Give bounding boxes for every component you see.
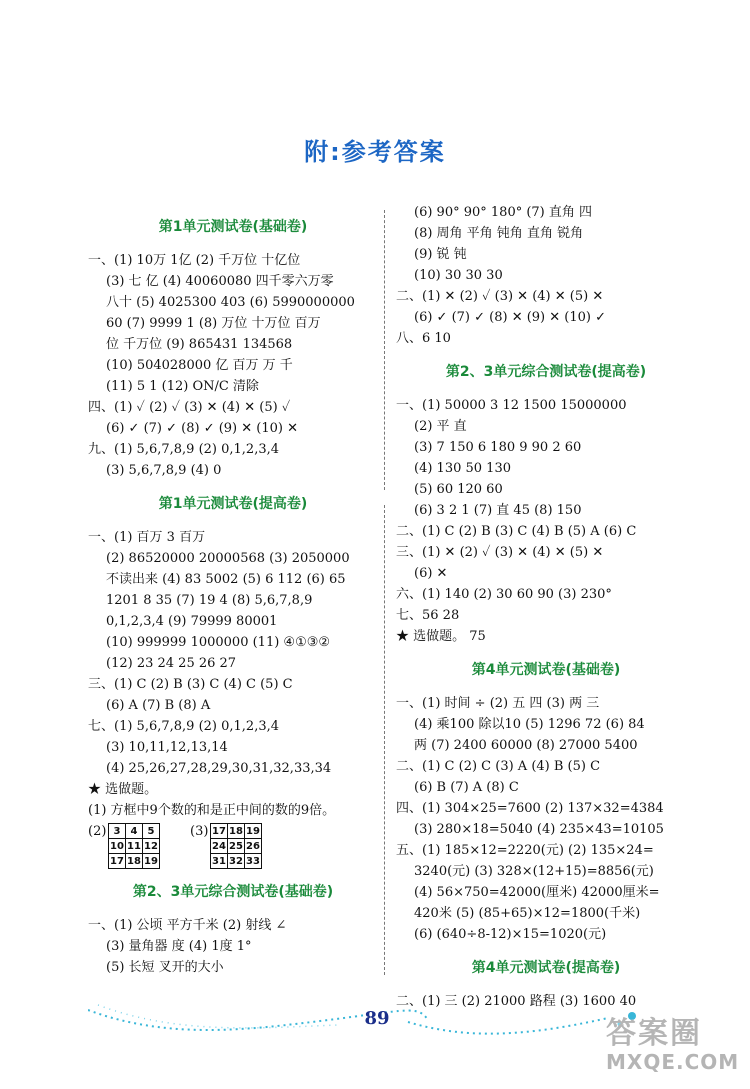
answer-line: (3) 七 亿 (4) 40060080 四千零六万零 — [106, 274, 334, 289]
answer-line: (8) 周角 平角 钝角 直角 锐角 — [414, 226, 584, 241]
watermark-url-text: MXQE.COM — [606, 1050, 740, 1074]
answer-line: 七、56 28 — [396, 608, 460, 623]
answer-line: 1201 8 35 (7) 19 4 (8) 5,6,7,8,9 — [106, 593, 313, 608]
grid-cell: 18 — [229, 825, 243, 837]
answer-line: (4) 乘100 除以10 (5) 1296 72 (6) 84 — [414, 717, 645, 732]
grid-cell: 32 — [229, 855, 243, 867]
grid-cell: 17 — [110, 855, 124, 867]
answer-line: 五、(1) 185×12=2220(元) (2) 135×24= — [396, 843, 654, 858]
answer-line: (6) ✓ (7) ✓ (8) ✓ (9) ✕ (10) ✕ — [106, 421, 298, 436]
answer-line: (6) 90° 90° 180° (7) 直角 四 — [414, 205, 593, 220]
answer-line: (3) 5,6,7,8,9 (4) 0 — [106, 463, 222, 478]
grid-label: (3) — [190, 824, 209, 839]
grid-cell: 18 — [127, 855, 141, 867]
grid-cell: 33 — [246, 855, 260, 867]
answer-line: 420米 (5) (85+65)×12=1800(千米) — [414, 906, 641, 921]
answer-line: (5) 长短 叉开的大小 — [106, 960, 224, 975]
section-title: 第2、3单元综合测试卷(提高卷) — [445, 364, 647, 380]
grid-cell: 24 — [212, 840, 226, 852]
answer-line: (10) 504028000 亿 百万 万 千 — [106, 358, 293, 373]
answer-line: (4) 56×750=42000(厘米) 42000厘米= — [414, 885, 660, 900]
answer-line: 三、(1) ✕ (2) ✓ (3) ✕ (4) ✕ (5) ✕ — [396, 545, 604, 560]
number-grids — [88, 823, 378, 883]
answer-line: 四、(1) ✓ (2) ✓ (3) ✕ (4) ✕ (5) ✓ — [88, 400, 291, 415]
answer-line: (3) 7 150 6 180 9 90 2 60 — [414, 440, 582, 455]
answer-line: (10) 999999 1000000 (11) ④①③② — [106, 635, 331, 650]
answer-line: 3240(元) (3) 328×(12+15)=8856(元) — [414, 864, 654, 879]
section-title: 第1单元测试卷(基础卷) — [158, 219, 308, 235]
grid-cell: 5 — [143, 824, 160, 839]
answer-line: (6) (640÷8-12)×15=1020(元) — [414, 927, 607, 942]
page-number: 89 — [364, 1008, 390, 1029]
answer-line: (3) 量角器 度 (4) 1度 1° — [106, 939, 252, 954]
answer-line: 八、6 10 — [396, 331, 451, 346]
answer-line: 一、(1) 50000 3 12 1500 15000000 — [396, 398, 627, 413]
section-title: 第2、3单元综合测试卷(基础卷) — [132, 884, 334, 900]
watermark — [606, 1008, 739, 1074]
answer-line: (6) ✕ — [414, 566, 448, 581]
answer-line: 两 (7) 2400 60000 (8) 27000 5400 — [414, 738, 638, 753]
answer-line: 八十 (5) 4025300 403 (6) 5990000000 — [106, 295, 355, 310]
grid-cell: 19 — [144, 855, 158, 867]
answer-line: 二、(1) C (2) C (3) A (4) B (5) C — [396, 759, 601, 774]
left-column — [88, 218, 378, 978]
answer-line: 二、(1) 三 (2) 21000 路程 (3) 1600 40 — [396, 994, 637, 1009]
answer-line: 六、(1) 140 (2) 30 60 90 (3) 230° — [396, 587, 612, 602]
answer-line: (6) A (7) B (8) A — [106, 698, 211, 713]
answer-line: 九、(1) 5,6,7,8,9 (2) 0,1,2,3,4 — [88, 442, 279, 457]
answer-line: 0,1,2,3,4 (9) 79999 80001 — [106, 614, 278, 629]
section-title: 第4单元测试卷(基础卷) — [471, 662, 621, 678]
grid-cell: 3 — [109, 824, 126, 839]
answer-line: 60 (7) 9999 1 (8) 万位 十万位 百万 — [106, 316, 321, 331]
section-title: 第1单元测试卷(提高卷) — [158, 496, 308, 512]
grid-cell: 12 — [144, 840, 158, 852]
answer-line: (9) 锐 钝 — [414, 247, 467, 262]
right-column — [396, 202, 696, 1012]
grid-cell: 4 — [126, 824, 143, 839]
answer-line: (3) 280×18=5040 (4) 235×43=10105 — [414, 822, 664, 837]
answer-line: (12) 23 24 25 26 27 — [106, 656, 237, 671]
grid-cell: 25 — [229, 840, 243, 852]
grid-label: (2) — [88, 824, 107, 839]
answer-line: 七、(1) 5,6,7,8,9 (2) 0,1,2,3,4 — [88, 719, 279, 734]
answer-line: (4) 25,26,27,28,29,30,31,32,33,34 — [106, 761, 332, 776]
answer-line: 一、(1) 10万 1亿 (2) 千万位 十亿位 — [88, 253, 301, 268]
answer-line: 二、(1) ✕ (2) ✓ (3) ✕ (4) ✕ (5) ✕ — [396, 289, 604, 304]
grid-cell: 10 — [110, 840, 124, 852]
answer-line: 二、(1) C (2) B (3) C (4) B (5) A (6) C — [396, 524, 637, 539]
answer-line: (1) 方框中9个数的和是正中间的数的9倍。 — [88, 803, 336, 818]
grid-cell: 11 — [127, 840, 141, 852]
answer-line: 一、(1) 百万 3 百万 — [88, 530, 206, 545]
answer-line: (11) 5 1 (12) ON/C 清除 — [106, 379, 259, 394]
answer-line: (6) ✓ (7) ✓ (8) ✕ (9) ✕ (10) ✓ — [414, 310, 606, 325]
grid-cell: 26 — [246, 840, 260, 852]
answer-line: 位 千万位 (9) 865431 134568 — [106, 337, 293, 352]
answer-line: (4) 130 50 130 — [414, 461, 511, 476]
answer-line: 一、(1) 时间 ÷ (2) 五 四 (3) 两 三 — [396, 696, 600, 711]
answer-line: (5) 60 120 60 — [414, 482, 503, 497]
answer-line: (6) B (7) A (8) C — [414, 780, 519, 795]
answer-line: (3) 10,11,12,13,14 — [106, 740, 228, 755]
answer-line: 不读出来 (4) 83 5002 (5) 6 112 (6) 65 — [106, 572, 346, 587]
column-divider — [384, 210, 385, 490]
answer-line: 三、(1) C (2) B (3) C (4) C (5) C — [88, 677, 293, 692]
answer-line: (2) 平 直 — [414, 419, 467, 434]
number-grid-a — [108, 823, 160, 869]
answer-line: ★ 选做题。 75 — [396, 629, 486, 644]
grid-cell: 31 — [212, 855, 226, 867]
answer-line: 四、(1) 304×25=7600 (2) 137×32=4384 — [396, 801, 664, 816]
grid-cell: 17 — [212, 825, 226, 837]
section-title: 第4单元测试卷(提高卷) — [471, 960, 621, 976]
answer-line: (2) 86520000 20000568 (3) 2050000 — [106, 551, 350, 566]
page-title: 附:参考答案 — [304, 138, 446, 166]
answer-line: ★ 选做题。 — [88, 782, 158, 797]
grid-cell: 19 — [246, 825, 260, 837]
answer-line: (6) 3 2 1 (7) 直 45 (8) 150 — [414, 503, 582, 518]
watermark-logo-text: 答案圈 — [606, 1016, 702, 1051]
answer-line: (10) 30 30 30 — [414, 268, 503, 283]
column-divider — [384, 505, 385, 975]
number-grid-b — [210, 823, 262, 869]
answer-line: 一、(1) 公顷 平方千米 (2) 射线 ∠ — [88, 918, 287, 933]
